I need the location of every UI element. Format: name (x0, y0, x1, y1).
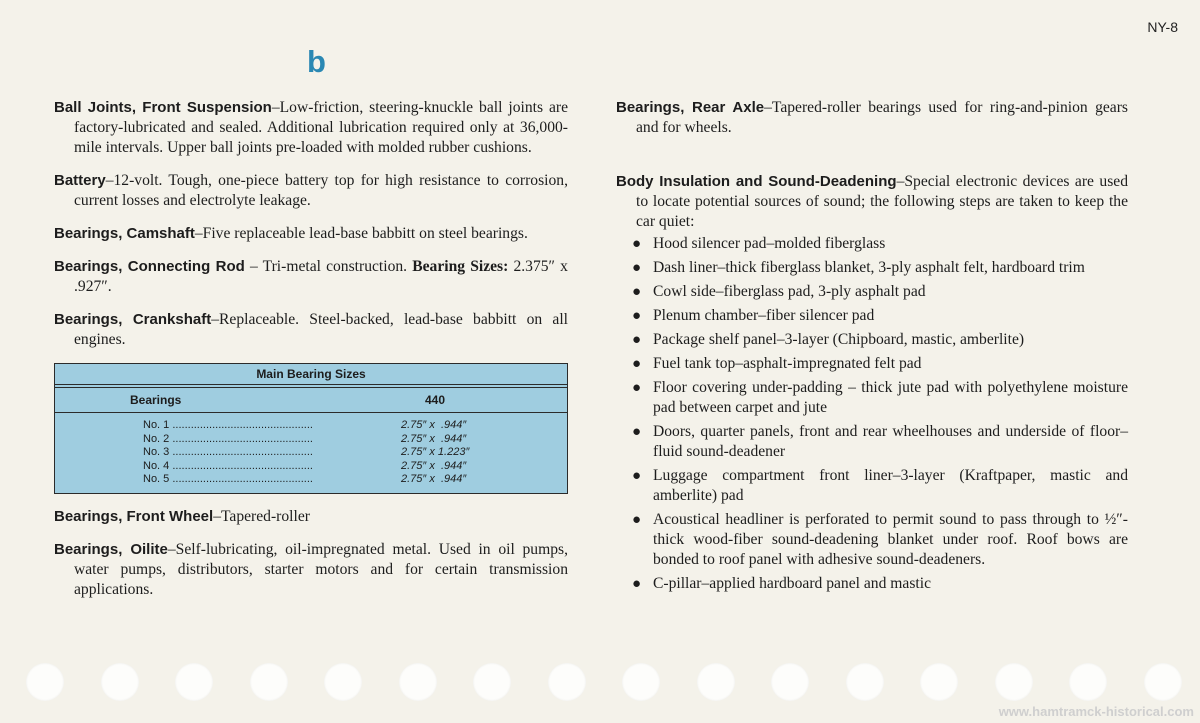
binder-hole (324, 663, 362, 701)
bearing-size: 2.75″ x .944″ (401, 419, 467, 431)
list-item (616, 510, 1128, 570)
entry-text: –12-volt. Tough, one-piece battery top for high resistance to corrosion, current losses and electrolyte leakage. (74, 172, 568, 209)
entry (54, 257, 568, 297)
list-item (616, 466, 1128, 506)
binder-holes (26, 663, 1186, 703)
page-id: NY-8 (1147, 19, 1178, 35)
entry-term: Battery (54, 172, 106, 189)
entry (54, 224, 568, 244)
list-item-text: Package shelf panel–3-layer (Chipboard, mastic, amberlite) (653, 331, 1025, 348)
bearing-size: 2.75″ x .944″ (401, 459, 467, 472)
list-item-text: Cowl side–fiberglass pad, 3-ply asphalt pad (653, 283, 926, 300)
watermark: www.hamtramck-historical.com (998, 704, 1194, 719)
table-row (55, 446, 567, 460)
entry-text: –Tapered-roller (213, 507, 310, 525)
binder-hole (697, 663, 735, 701)
entry-text: –Tapered-roller bearings used for ring-and-pinion gears and for wheels. (636, 99, 1128, 136)
list-item-text: Acoustical headliner is perforated to permit sound to pass through to ½″-thick wood-fiber sound-deadening blanket under roof. Roof bows are bonded to roof panel with adhesive sound-deadeners. (653, 511, 1128, 568)
entry (54, 98, 568, 158)
bearing-label: No. 4 ..... (55, 460, 313, 474)
left-column (54, 98, 568, 613)
binder-hole (622, 663, 660, 701)
table-row (55, 433, 567, 447)
entry-term: Bearings, Front Wheel (54, 507, 214, 525)
bullet-icon: ● (632, 332, 642, 348)
bullet-icon: ● (632, 260, 642, 276)
binder-hole (250, 663, 288, 701)
entry-term: Bearings, Crankshaft (54, 311, 212, 328)
list-item (616, 234, 1128, 254)
bearing-size: 2.75″ x .944″ (401, 473, 467, 486)
list-item-text: Hood silencer pad–molded fiberglass (653, 235, 886, 252)
bullet-icon: ● (632, 356, 642, 372)
list-item-text: Doors, quarter panels, front and rear wheelhouses and underside of floor–fluid sound-deadener (653, 423, 1128, 460)
list-item-text: Plenum chamber–fiber silencer pad (653, 307, 875, 324)
entry (54, 507, 568, 527)
right-column (616, 98, 1128, 598)
binder-hole (771, 663, 809, 701)
bearing-label: No. 2 ..... (55, 433, 313, 447)
binder-hole (1144, 663, 1182, 701)
entry-bold-text: Bearing Sizes: (412, 258, 509, 275)
body-insulation-entry (616, 172, 1128, 232)
entry-term: Bearings, Oilite (54, 540, 168, 558)
sound-deadening-list (616, 234, 1128, 594)
binder-hole (920, 663, 958, 701)
binder-hole (473, 663, 511, 701)
entry-text: – Tri-metal construction. (244, 258, 413, 275)
bearing-size: 2.75″ x 1.223″ (401, 446, 470, 459)
table-row (55, 419, 567, 433)
entry (54, 540, 568, 600)
entry-text-after: 2.375″ x .927″. (74, 258, 568, 295)
list-item (616, 258, 1128, 278)
left-entries-after-table (54, 507, 568, 600)
body-insulation-section (616, 172, 1128, 594)
binder-hole (548, 663, 586, 701)
entry (616, 98, 1128, 138)
list-item-text: Dash liner–thick fiberglass blanket, 3-ply asphalt felt, hardboard trim (653, 259, 1085, 276)
bullet-icon: ● (632, 236, 642, 252)
list-item (616, 378, 1128, 418)
table-header-row (55, 387, 567, 413)
entry-term: Ball Joints, Front Suspension (54, 99, 272, 116)
bullet-icon: ● (632, 512, 642, 528)
entry (54, 171, 568, 211)
list-item (616, 574, 1128, 594)
list-item (616, 330, 1128, 350)
main-bearing-sizes-table (54, 363, 568, 494)
table-row (55, 460, 567, 474)
list-item (616, 306, 1128, 326)
bullet-icon: ● (632, 284, 642, 300)
binder-hole (101, 663, 139, 701)
list-item-text: C-pillar–applied hardboard panel and mastic (653, 575, 931, 592)
bullet-icon: ● (632, 576, 642, 592)
entry-text: –Replaceable. Steel-backed, lead-base babbitt on all engines. (74, 311, 568, 348)
section-letter: b (307, 44, 326, 79)
bearing-label: No. 1 ..... (55, 419, 313, 433)
table-title: Main Bearing Sizes (55, 364, 567, 385)
binder-hole (1069, 663, 1107, 701)
list-item (616, 354, 1128, 374)
list-item (616, 282, 1128, 302)
list-item (616, 422, 1128, 462)
bullet-icon: ● (632, 308, 642, 324)
bullet-icon: ● (632, 468, 642, 484)
bullet-icon: ● (632, 424, 642, 440)
binder-hole (995, 663, 1033, 701)
entry-term: Bearings, Rear Axle (616, 99, 765, 116)
table-body (55, 413, 567, 493)
bullet-icon: ● (632, 380, 642, 396)
binder-hole (175, 663, 213, 701)
list-item-text: Fuel tank top–asphalt-impregnated felt pad (653, 355, 922, 372)
entry (54, 310, 568, 350)
list-item-text: Floor covering under-padding – thick jute pad with polyethylene moisture pad between carpet and jute (653, 379, 1128, 416)
left-entries (54, 98, 568, 350)
entry-term: Bearings, Camshaft (54, 225, 195, 242)
bearing-size: 2.75″ x .944″ (401, 432, 467, 445)
table-row (55, 473, 567, 487)
bearing-label: No. 5 ..... (55, 473, 313, 487)
entry-term: Body Insulation and Sound-Deadening (616, 173, 897, 190)
entry-text: –Five replaceable lead-base babbitt on steel bearings. (194, 225, 528, 242)
binder-hole (26, 663, 64, 701)
entry-text: –Special electronic devices are used to locate potential sources of sound; the following steps are taken to keep the car quiet: (636, 173, 1128, 230)
bearing-label: No. 3 ..... (55, 446, 313, 460)
entry-term: Bearings, Connecting Rod (54, 258, 245, 275)
binder-hole (846, 663, 884, 701)
list-item-text: Luggage compartment front liner–3-layer (Kraftpaper, mastic and amberlite) pad (653, 467, 1128, 504)
entry-text: –Self-lubricating, oil-impregnated metal. Used in oil pumps, water pumps, distributors, starter motors and for certain transmission applications. (74, 540, 568, 598)
binder-hole (399, 663, 437, 701)
entry-text: –Low-friction, steering-knuckle ball joints are factory-lubricated and sealed. Additional lubrication required only at 36,000-mile intervals. Upper ball joints pre-loaded with molded rubber cushions. (74, 99, 568, 156)
table-header-engine: 440 (425, 393, 446, 407)
right-entries (616, 98, 1128, 138)
table-header-bearings: Bearings (130, 393, 182, 407)
